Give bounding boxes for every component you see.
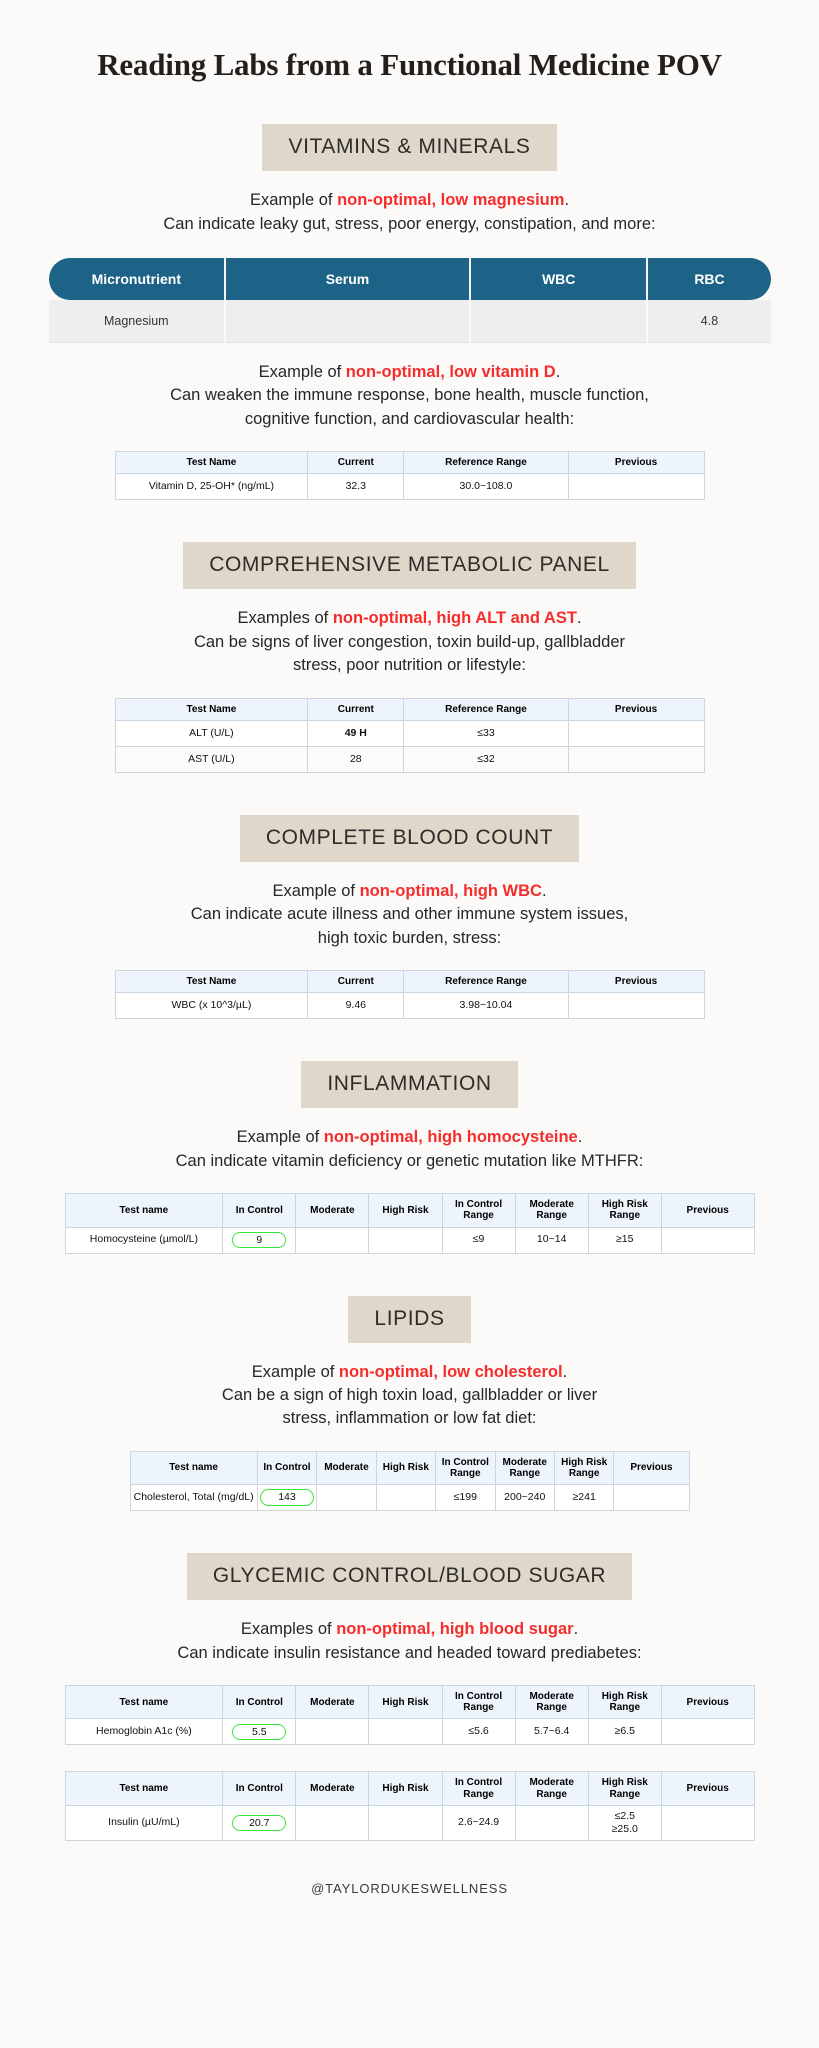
table-cell: ≤33 bbox=[404, 720, 568, 746]
caption-suffix: . bbox=[555, 362, 561, 381]
caption-suffix: . bbox=[541, 881, 547, 900]
table-cell: ≤199 bbox=[436, 1485, 495, 1511]
column-header: High Risk Range bbox=[588, 1772, 661, 1805]
table-wrap bbox=[0, 1193, 819, 1253]
section-1 bbox=[0, 124, 819, 500]
table-cell bbox=[296, 1719, 369, 1745]
table-cell: 30.0~108.0 bbox=[404, 474, 568, 500]
table-cell: ≥15 bbox=[588, 1227, 661, 1253]
table-cell bbox=[296, 1805, 369, 1840]
table-cell: WBC (x 10^3/µL) bbox=[115, 993, 308, 1019]
lab-table bbox=[49, 258, 771, 343]
column-header: In Control Range bbox=[436, 1451, 495, 1484]
caption-line: stress, inflammation or low fat diet: bbox=[282, 1409, 537, 1428]
caption-prefix: Example of bbox=[236, 1128, 324, 1147]
table-cell bbox=[661, 1805, 754, 1840]
caption-prefix: Examples of bbox=[237, 609, 333, 628]
caption-line: cognitive function, and cardiovascular health: bbox=[244, 409, 575, 428]
table-row bbox=[115, 993, 704, 1019]
caption-highlight: non-optimal, low cholesterol bbox=[338, 1362, 563, 1381]
lab-table bbox=[115, 698, 705, 773]
cell-line: ≤2.5 bbox=[614, 1809, 635, 1822]
table-cell bbox=[568, 746, 704, 772]
table-cell: Homocysteine (µmol/L) bbox=[65, 1227, 223, 1253]
column-header: High Risk bbox=[369, 1772, 442, 1805]
table-wrap bbox=[0, 698, 819, 773]
table-cell: ≥6.5 bbox=[588, 1719, 661, 1745]
column-header: Test Name bbox=[115, 452, 308, 474]
column-header: Previous bbox=[614, 1451, 689, 1484]
table-cell bbox=[568, 993, 704, 1019]
caption-line: Can indicate insulin resistance and headed toward prediabetes: bbox=[177, 1643, 642, 1662]
caption-line: Can indicate acute illness and other immune system issues, bbox=[190, 905, 629, 924]
section-band-wrap bbox=[0, 1553, 819, 1600]
lab-table bbox=[115, 970, 705, 1019]
column-header: In Control Range bbox=[442, 1772, 515, 1805]
section-band-wrap bbox=[0, 1296, 819, 1343]
footer-handle: @TAYLORDUKESWELLNESS bbox=[311, 1881, 508, 1896]
table-cell bbox=[661, 1719, 754, 1745]
table-cell: Hemoglobin A1c (%) bbox=[65, 1719, 223, 1745]
table-row bbox=[65, 1719, 754, 1745]
column-header: In Control bbox=[257, 1451, 316, 1484]
column-header: Test Name bbox=[115, 698, 308, 720]
column-header: Previous bbox=[661, 1686, 754, 1719]
table-cell bbox=[568, 720, 704, 746]
caption-suffix: . bbox=[577, 1128, 583, 1147]
section-band-6: GLYCEMIC CONTROL/BLOOD SUGAR bbox=[187, 1553, 632, 1600]
column-header: Micronutrient bbox=[49, 258, 227, 300]
table-row bbox=[65, 1805, 754, 1840]
lab-table bbox=[65, 1685, 755, 1745]
caption-text bbox=[70, 1618, 750, 1665]
column-header: Reference Range bbox=[404, 971, 568, 993]
caption-line: stress, poor nutrition or lifestyle: bbox=[293, 656, 526, 675]
value-pill: 9 bbox=[232, 1232, 286, 1249]
table-wrap bbox=[0, 1451, 819, 1511]
section-band-wrap bbox=[0, 815, 819, 862]
table-cell bbox=[223, 1719, 296, 1745]
section-3 bbox=[0, 815, 819, 1019]
caption-prefix: Example of bbox=[258, 362, 346, 381]
section-band-wrap bbox=[0, 542, 819, 589]
column-header: In Control Range bbox=[442, 1686, 515, 1719]
table-cell bbox=[471, 300, 649, 343]
table-cell: 4.8 bbox=[648, 300, 770, 343]
table-cell bbox=[588, 1805, 661, 1840]
section-band-2: COMPREHENSIVE METABOLIC PANEL bbox=[183, 542, 636, 589]
table-header-row bbox=[115, 971, 704, 993]
caption-line: Can be signs of liver congestion, toxin build-up, gallbladder bbox=[193, 632, 626, 651]
column-header: Test name bbox=[65, 1686, 223, 1719]
column-header: Moderate bbox=[296, 1772, 369, 1805]
column-header: Moderate bbox=[317, 1451, 376, 1484]
table-cell bbox=[568, 474, 704, 500]
column-header: WBC bbox=[471, 258, 649, 300]
section-5 bbox=[0, 1296, 819, 1512]
caption-line: Can weaken the immune response, bone health, muscle function, bbox=[170, 386, 649, 405]
lab-table bbox=[65, 1193, 755, 1253]
column-header: Test name bbox=[130, 1451, 257, 1484]
caption-highlight: non-optimal, high ALT and AST bbox=[332, 609, 577, 628]
table-cell bbox=[223, 1805, 296, 1840]
column-header: Current bbox=[308, 452, 404, 474]
table-cell: 28 bbox=[308, 746, 404, 772]
column-header: Moderate Range bbox=[495, 1451, 554, 1484]
table-cell: ≤9 bbox=[442, 1227, 515, 1253]
caption-text bbox=[70, 361, 750, 431]
column-header: Test name bbox=[65, 1194, 223, 1227]
column-header: Test Name bbox=[115, 971, 308, 993]
lab-table bbox=[65, 1771, 755, 1841]
table-header-row bbox=[115, 698, 704, 720]
section-band-wrap bbox=[0, 124, 819, 171]
table-cell: 10~14 bbox=[515, 1227, 588, 1253]
column-header: Current bbox=[308, 971, 404, 993]
column-header: In Control bbox=[223, 1194, 296, 1227]
caption-line: Can indicate leaky gut, stress, poor energy, constipation, and more: bbox=[163, 214, 656, 233]
table-cell bbox=[296, 1227, 369, 1253]
caption-line: Can be a sign of high toxin load, gallbladder or liver bbox=[221, 1385, 598, 1404]
column-header: Previous bbox=[568, 971, 704, 993]
section-band-wrap bbox=[0, 1061, 819, 1108]
column-header: Previous bbox=[661, 1772, 754, 1805]
column-header: High Risk Range bbox=[588, 1194, 661, 1227]
caption-suffix: . bbox=[564, 191, 570, 210]
table-cell: Magnesium bbox=[49, 300, 227, 343]
caption-prefix: Examples of bbox=[240, 1620, 337, 1639]
table-wrap bbox=[0, 258, 819, 343]
column-header: Moderate Range bbox=[515, 1194, 588, 1227]
table-cell bbox=[614, 1485, 689, 1511]
value-pill: 20.7 bbox=[232, 1815, 286, 1832]
table-cell bbox=[369, 1805, 442, 1840]
table-row bbox=[115, 474, 704, 500]
section-band-5: LIPIDS bbox=[348, 1296, 470, 1343]
caption-text bbox=[70, 1361, 750, 1431]
caption-prefix: Example of bbox=[251, 1362, 339, 1381]
table-row bbox=[49, 300, 771, 343]
column-header: Moderate bbox=[296, 1686, 369, 1719]
table-cell: ≥241 bbox=[554, 1485, 613, 1511]
table-cell bbox=[661, 1227, 754, 1253]
column-header: Moderate bbox=[296, 1194, 369, 1227]
column-header: High Risk bbox=[369, 1194, 442, 1227]
table-cell: ≤32 bbox=[404, 746, 568, 772]
sections-container bbox=[0, 124, 819, 1841]
table-cell: 32.3 bbox=[308, 474, 404, 500]
section-2 bbox=[0, 542, 819, 772]
table-cell bbox=[223, 1227, 296, 1253]
column-header: Previous bbox=[568, 698, 704, 720]
table-cell: Insulin (µU/mL) bbox=[65, 1805, 223, 1840]
section-6 bbox=[0, 1553, 819, 1841]
caption-suffix: . bbox=[576, 609, 582, 628]
column-header: Moderate Range bbox=[515, 1772, 588, 1805]
table-cell bbox=[515, 1805, 588, 1840]
table-header-row bbox=[65, 1686, 754, 1719]
table-cell: ALT (U/L) bbox=[115, 720, 308, 746]
caption-prefix: Example of bbox=[272, 881, 360, 900]
cell-line: ≥25.0 bbox=[611, 1822, 638, 1835]
section-band-3: COMPLETE BLOOD COUNT bbox=[240, 815, 579, 862]
section-band-1: VITAMINS & MINERALS bbox=[262, 124, 556, 171]
caption-highlight: non-optimal, high blood sugar bbox=[336, 1620, 574, 1639]
table-header-row bbox=[65, 1772, 754, 1805]
table-cell: 5.7~6.4 bbox=[515, 1719, 588, 1745]
column-header: Test name bbox=[65, 1772, 223, 1805]
column-header: Reference Range bbox=[404, 698, 568, 720]
value-pill: 143 bbox=[260, 1489, 314, 1506]
column-header: Serum bbox=[226, 258, 471, 300]
table-row bbox=[115, 746, 704, 772]
section-4 bbox=[0, 1061, 819, 1253]
table-wrap bbox=[0, 1771, 819, 1841]
caption-text bbox=[70, 189, 750, 236]
table-cell: ≤5.6 bbox=[442, 1719, 515, 1745]
page-title: Reading Labs from a Functional Medicine POV bbox=[97, 47, 722, 82]
table-header-row bbox=[115, 452, 704, 474]
column-header: Previous bbox=[661, 1194, 754, 1227]
caption-text bbox=[70, 607, 750, 677]
caption-text bbox=[70, 880, 750, 950]
caption-suffix: . bbox=[573, 1620, 579, 1639]
table-cell bbox=[257, 1485, 316, 1511]
table-wrap bbox=[0, 1685, 819, 1745]
lab-table bbox=[115, 451, 705, 500]
caption-highlight: non-optimal, high WBC bbox=[359, 881, 542, 900]
table-cell: 3.98~10.04 bbox=[404, 993, 568, 1019]
caption-highlight: non-optimal, low magnesium bbox=[337, 191, 565, 210]
table-cell: Cholesterol, Total (mg/dL) bbox=[130, 1485, 257, 1511]
table-header-row bbox=[130, 1451, 689, 1484]
table-cell: 9.46 bbox=[308, 993, 404, 1019]
table-row bbox=[65, 1227, 754, 1253]
value-pill: 5.5 bbox=[232, 1724, 286, 1741]
table-cell bbox=[369, 1227, 442, 1253]
table-cell bbox=[317, 1485, 376, 1511]
table-cell: 49 H bbox=[308, 720, 404, 746]
column-header: Previous bbox=[568, 452, 704, 474]
table-row bbox=[115, 720, 704, 746]
table-cell bbox=[226, 300, 471, 343]
table-cell: AST (U/L) bbox=[115, 746, 308, 772]
table-cell bbox=[369, 1719, 442, 1745]
caption-highlight: non-optimal, low vitamin D bbox=[345, 362, 556, 381]
table-cell bbox=[376, 1485, 435, 1511]
table-row bbox=[130, 1485, 689, 1511]
column-header: In Control bbox=[223, 1686, 296, 1719]
column-header: In Control bbox=[223, 1772, 296, 1805]
column-header: High Risk bbox=[369, 1686, 442, 1719]
table-cell: Vitamin D, 25-OH* (ng/mL) bbox=[115, 474, 308, 500]
column-header: High Risk Range bbox=[554, 1451, 613, 1484]
section-band-4: INFLAMMATION bbox=[301, 1061, 517, 1108]
column-header: In Control Range bbox=[442, 1194, 515, 1227]
lab-table bbox=[130, 1451, 690, 1511]
table-cell: 200~240 bbox=[495, 1485, 554, 1511]
caption-suffix: . bbox=[562, 1362, 568, 1381]
column-header: High Risk Range bbox=[588, 1686, 661, 1719]
caption-prefix: Example of bbox=[249, 191, 338, 210]
caption-line: high toxic burden, stress: bbox=[317, 928, 502, 947]
column-header: Reference Range bbox=[404, 452, 568, 474]
column-header: RBC bbox=[648, 258, 770, 300]
column-header: Moderate Range bbox=[515, 1686, 588, 1719]
caption-line: Can indicate vitamin deficiency or genetic mutation like MTHFR: bbox=[175, 1151, 644, 1170]
column-header: High Risk bbox=[376, 1451, 435, 1484]
column-header: Current bbox=[308, 698, 404, 720]
table-header-row bbox=[65, 1194, 754, 1227]
table-header-row bbox=[49, 258, 771, 300]
table-wrap bbox=[0, 970, 819, 1019]
table-wrap bbox=[0, 451, 819, 500]
caption-text bbox=[70, 1126, 750, 1173]
caption-highlight: non-optimal, high homocysteine bbox=[323, 1128, 578, 1147]
table-cell: 2.6~24.9 bbox=[442, 1805, 515, 1840]
